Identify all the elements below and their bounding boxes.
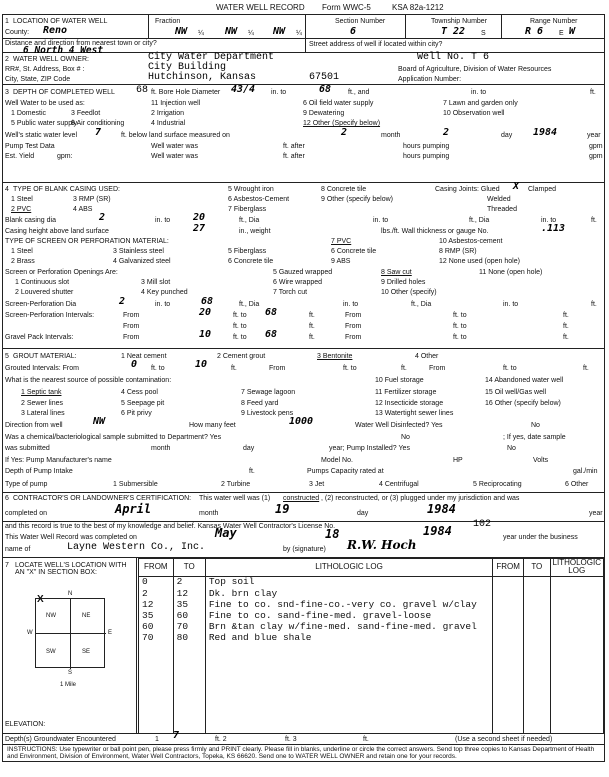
gpi-from: 10 [199, 329, 212, 340]
measure-year: 1984 [533, 127, 558, 138]
gpi-to: 68 [265, 329, 278, 340]
record-day: 18 [325, 527, 340, 541]
well-location-x: X [37, 594, 44, 605]
table-row [139, 677, 604, 688]
fraction-label: Fraction [155, 18, 181, 25]
quarter-3: ¼ [296, 30, 302, 37]
fraction-1: NW [175, 26, 188, 37]
table-row [139, 700, 604, 711]
measure-day: 2 [443, 127, 450, 138]
constructed-selected: constructed [283, 495, 320, 502]
bentonite-selected: 3 Bentonite [317, 353, 353, 360]
bore-label: ft. Bore Hole Diameter [151, 89, 221, 96]
table-row [139, 655, 604, 666]
table-row [139, 711, 604, 722]
city-value: Hutchinson, Kansas [148, 72, 257, 83]
county-label: County: [5, 29, 30, 36]
gauge-value: .113 [541, 223, 566, 234]
completed-month: April [115, 502, 152, 516]
quarter-2: ¼ [248, 30, 254, 37]
well-number: Well No. T 6 [417, 52, 490, 63]
owner-value: City Water Department [148, 52, 275, 63]
screen-pvc-selected: 7 PVC [331, 238, 352, 245]
bore-value: 43/4 [231, 84, 256, 95]
form-number: Form WWC-5 [322, 3, 371, 12]
pvc-selected: 2 PVC [11, 206, 32, 213]
county-value: Reno [43, 25, 68, 36]
zip-value: 67501 [309, 72, 340, 83]
screen-material-label: TYPE OF SCREEN OR PERFORATION MATERIAL: [5, 238, 169, 245]
table-row: 35 60 Fine to co. sand-fine-med. gravel-loose [139, 610, 604, 621]
business-name-value: Layne Western Co., Inc. [67, 542, 206, 553]
locate-title: LOCATE WELL'S LOCATION WITH AN "X" IN SECTION BOX: [15, 562, 127, 577]
spi-to: 68 [265, 307, 278, 318]
license-value: 102 [473, 519, 492, 530]
blank-casing-label: TYPE OF BLANK CASING USED: [13, 186, 120, 193]
section-1-number: 1 [5, 18, 9, 25]
direction-value: NW [93, 416, 106, 427]
range-dir-e: E [559, 30, 564, 37]
feet-value: 1000 [289, 416, 314, 427]
section-box: NW NE SW SE X [35, 598, 105, 668]
grout-to: 10 [195, 359, 208, 370]
use-label: Well Water to be used as: [5, 100, 85, 107]
section-lithologic-log: 7 LOCATE WELL'S LOCATION WITH AN "X" IN SECTION BOX: NW NE SW SE X N S W E 1 Mile FROM TO LITHOLOGIC LOG FROM TO LITHOLOGIC LOG 0 2 Top soil 2 12 Dk. brn clay 12 35 Fine to co. snd-fine-co.-very co. gravel w/clay 35 60 Fine to co. sand-fine-med. gravel-loose 60 70 Brn &tan clay w/fine-med. sand-fine-med. gravel 70 80 Red and blue shale ELEVATION: Depth(s) Groundwater Encountered 1 7 ft. 2 ft. 3 ft. (Use a second sheet if needed) [3, 558, 604, 745]
section-number-label: Section Number [335, 18, 386, 25]
owner-title: WATER WELL OWNER: [13, 56, 89, 63]
depth-value: 68 [136, 85, 149, 96]
section-grout: 5 GROUT MATERIAL: 1 Neat cement 2 Cement grout 3 Bentonite 4 Other Grouted Intervals: From 0 ft. to 10 ft. From ft. to ft. From ft. to ft. What is the nearest source of possible contamination: 10 Fuel storage 14 Abandoned water well 1 Septic tank 4 Cess pool 7 Sewage lagoon 11 Fertilizer storage 15 Oil well/Gas well 2 Sewer lines 5 Seepage pit 8 Feed yard 12 Insecticide storage 16 Other (specify below) 3 Lateral lines 6 Pit privy 9 Livestock pens 13 Watertight sewer lines Direction from well NW How many feet 1000 Water Well Disinfected? Yes No Was a chemical/bacteriological sample submitted to Department? Yes No ; If yes, date sample was submitted month day year; Pump Installed? Yes No If Yes: Pump Manufacturer's name Model No. HP Volts Depth of Pump Intake ft. Pumps Capacity rated at gal./min Type of pump 1 Submersible 2 Turbine 3 Jet 4 Centrifugal 5 Reciprocating 6 Other 6 CONTRACTOR'S OR LANDOWNER'S CERTIFICATION: This water well was (1) constructed , (2) reconstructed, or (3) plugged under my jurisdiction and was completed on April month 19 day 1984 year [3, 349, 604, 522]
height-value: 27 [193, 223, 206, 234]
distance-value: 6 North 4 West [23, 45, 104, 56]
static-value: 7 [95, 127, 102, 138]
township-value: T 22 [441, 26, 466, 37]
location-title: LOCATION OF WATER WELL [13, 18, 108, 25]
observation-well-selected: 12 Other (Specify below) [303, 120, 381, 127]
table-row: 2 12 Dk. brn clay [139, 588, 604, 599]
form-title: WATER WELL RECORD [216, 3, 305, 12]
screen-dia-to: 68 [201, 296, 214, 307]
table-row: 0 2 Top soil [139, 576, 604, 588]
section-number-value: 6 [350, 26, 357, 37]
table-row [139, 722, 604, 733]
joints-label: Casing Joints: Glued [435, 186, 500, 193]
elevation-label: ELEVATION: [5, 721, 46, 728]
grout-title: GROUT MATERIAL: [13, 353, 77, 360]
groundwater-1: 7 [173, 730, 180, 741]
depth-label: DEPTH OF COMPLETED WELL [13, 89, 115, 96]
screen-dia-value: 2 [119, 296, 126, 307]
range-value: R 6 [525, 26, 544, 37]
completed-day: 19 [275, 502, 290, 516]
bore-to-value: 68 [319, 84, 332, 95]
table-row [139, 666, 604, 677]
township-dir: S [481, 30, 486, 37]
table-row [139, 689, 604, 700]
blank-dia-value: 2 [99, 212, 106, 223]
board-text: Board of Agriculture, Division of Water Resources [398, 66, 552, 73]
township-label: Township Number [431, 18, 488, 25]
ksa-reference: KSA 82a-1212 [392, 3, 444, 12]
section-depth: 3 DEPTH OF COMPLETED WELL 68 ft. Bore Hole Diameter 43/4 in. to 68 ft., and in. to ft. Well Water to be used as: 11 Injection well 6 Oil field water supply 7 Lawn and garden only 1 Domestic 3 Feedlot 2 Irrigation 9 Dewatering 10 Observation well 5 Public water supply 8 Air conditioning 4 Industrial 12 Other (Specify below) Well's static water level 7 ft. below land surface measured on 2 month 2 day 1984 year Pump Test Data Well water was ft. after hours pumping gpm Est. Yield gpm: Well water was ft. after hours pumping gpm [3, 85, 604, 183]
table-row [139, 644, 604, 655]
distance-label: Distance and direction from nearest town or city? [5, 40, 157, 47]
table-row: 12 35 Fine to co. snd-fine-co.-very co. gravel w/clay [139, 599, 604, 610]
section-certification: and this record is true to the best of my knowledge and belief. Kansas Water Well Contractor's License No. 102 This Water Well Record was completed on May 18 1984 year under the business name of Layne Western Co., Inc. by (signature) R.W. Hoch [3, 522, 604, 558]
section-casing: 4 TYPE OF BLANK CASING USED: 5 Wrought iron 8 Concrete tile Casing Joints: Glued X Clamped 1 Steel 3 RMP (SR) 6 Asbestos-Cement 9 Other (specify below) Welded 2 PVC 4 ABS 7 Fiberglass Threaded Blank casing dia 2 in. to 20 ft., Dia in. to ft., Dia in. to ft. Casing height above land surface 27 in., weight lbs./ft. Wall thickness or gauge No. .113 TYPE OF SCREEN OR PERFORATION MATERIAL: 7 PVC 10 Asbestos-cement 1 Steel 3 Stainless steel 5 Fiberglass 6 Concrete tile 8 RMP (SR) 2 Brass 4 Galvanized steel 6 Concrete tile 9 ABS 12 None used (open hole) Screen or Perforation Openings Are: 5 Gauzed wrapped 8 Saw cut 11 None (open hole) 1 Continuous slot 3 Mill slot 6 Wire wrapped 9 Drilled holes 2 Louvered shutter 4 Key punched 7 Torch cut 10 Other (specify) Screen-Perforation Dia 2 in. to 68 ft., Dia in. to ft., Dia in. to ft. Screen-Perforation Intervals: From 20 ft. to 68 ft. From ft. to ft. From ft. to ft. From ft. to ft. Gravel Pack Intervals: From 10 ft. to 68 ft. From ft. to ft. [3, 183, 604, 349]
lithologic-log-table: FROM TO LITHOLOGIC LOG FROM TO LITHOLOGIC LOG 0 2 Top soil 2 12 Dk. brn clay 12 35 Fine to co. snd-fine-co.-very co. gravel w/clay 35 60 Fine to co. sand-fine-med. gravel-loose 60 70 Brn &tan clay w/fine-med. sand-fine-med. gravel 70 80 Red and blue shale [138, 558, 604, 733]
signature: R.W. Hoch [347, 538, 417, 552]
quarter-1: ¼ [198, 30, 204, 37]
street-address-label: Street address of well if located within city? [309, 41, 443, 48]
range-label: Range Number [530, 18, 578, 25]
form-frame [2, 14, 605, 762]
section-location [3, 15, 604, 56]
measure-month: 2 [341, 127, 348, 138]
table-row: 60 70 Brn &tan clay w/fine-med. sand-fine-med. gravel [139, 622, 604, 633]
application-label: Application Number: [398, 76, 462, 83]
saw-cut-selected: 8 Saw cut [381, 269, 412, 276]
completed-year: 1984 [427, 502, 456, 516]
static-label: Well's static water level [5, 132, 78, 139]
blank-to-value: 20 [193, 212, 206, 223]
spi-from: 20 [199, 307, 212, 318]
table-row: 70 80 Red and blue shale [139, 633, 604, 644]
city-label: City, State, ZIP Code [5, 76, 71, 83]
fraction-3: NW [273, 26, 286, 37]
glued-x: X [513, 181, 520, 192]
record-year: 1984 [423, 524, 452, 538]
fraction-2: NW [225, 26, 238, 37]
instructions: INSTRUCTIONS: Use typewriter or ball point pen, please press firmly and PRINT clearly. Please fill in blanks, underline or circle the correct answers. Send top three copies to Kansas Department of Health and Environment, Division of Environment, Water Well Contractors, Topeka, KS 66620. Send one to WATER WELL OWNER and retain one for your records. [7, 746, 595, 761]
range-dir: W [569, 26, 576, 37]
septic-tank-selected: 1 Septic tank [21, 389, 62, 396]
section-owner: 2 WATER WELL OWNER: City Water Department Well No. T 6 RR#, St. Address, Box # : City Building Board of Agriculture, Division of Water Resources City, State, ZIP Code Hutchinson, Kansas 67501 Application Number: [3, 53, 604, 85]
record-month: May [215, 526, 237, 540]
street-label: RR#, St. Address, Box # : [5, 66, 85, 73]
street-value: City Building [148, 62, 227, 73]
grout-from: 0 [131, 359, 138, 370]
certification-title: CONTRACTOR'S OR LANDOWNER'S CERTIFICATION: [13, 495, 192, 502]
